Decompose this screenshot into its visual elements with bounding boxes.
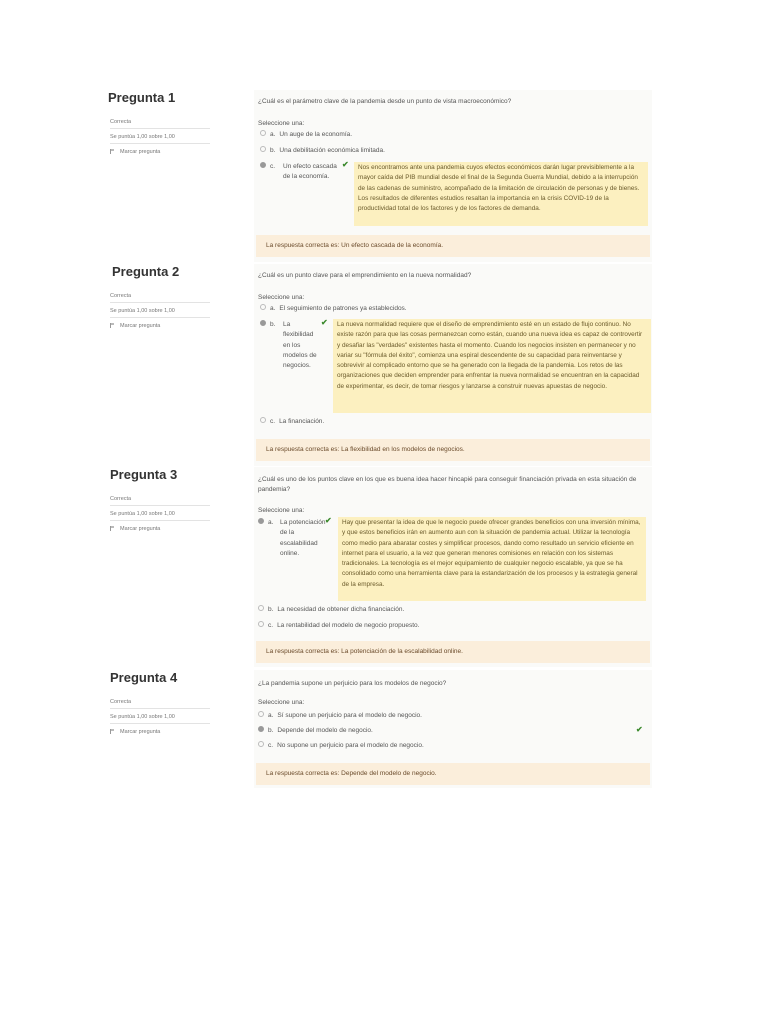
divider: [110, 723, 210, 724]
flag-icon: [110, 149, 115, 154]
question-4: [0, 670, 768, 790]
radio-icon[interactable]: [260, 417, 266, 423]
question-status: Correcta: [110, 293, 132, 299]
divider: [110, 302, 210, 303]
correct-answer: La respuesta correcta es: Depende del modelo de negocio.: [256, 763, 650, 785]
radio-icon[interactable]: [260, 320, 266, 326]
option-c[interactable]: c.: [260, 162, 279, 172]
question-content: [254, 467, 652, 667]
question-title: Pregunta 4: [110, 670, 178, 685]
divider: [110, 317, 210, 318]
select-label: Seleccione una:: [258, 294, 305, 301]
question-status: Correcta: [110, 119, 132, 125]
question-text: ¿Cuál es uno de los puntos clave en los que es buena idea hacer hincapié para conseguir financiación privada en esta situación de pandemia?: [258, 476, 637, 493]
flag-icon: [110, 526, 115, 531]
question-text: ¿La pandemia supone un perjuicio para los modelos de negocio?: [258, 680, 447, 687]
question-1: [0, 90, 768, 260]
feedback-box: La nueva normalidad requiere que el diseño de emprendimiento esté en un estado de flujo continuo. No existe razón para que las cosas permanezcan como están, cuando una nueva idea es capaz de controvertir y desafiar las "verdades" existentes hasta el momento. Cuando los negocios insisten en permanecer y no variar su "fórmula del éxito", comienza una espiral descendente de su capacidad para reinventarse y sobrevivir al complicado entorno que se ha generado con la llegada de la pandemia. Los retos de las organizaciones que deciden emprender para enfrentar la nueva normalidad se encuentran en la capacidad de experimentar, es decir, de tomar riesgos y lanzarse a construir nuevas apuestas de negocio.: [333, 319, 651, 413]
feedback-box: Hay que presentar la idea de que le negocio puede ofrecer grandes beneficios con una inversión mínima, y que estos beneficios irán en aumento aun con la situación de pandemia actual. Utilizar la tecnología como medio para abaratar costes y simplificar procesos, dando como resultado un servicio eficiente en internet para el usuario, a la vez que generan menores comisiones en relación con los sistemas tradicionales. La tecnología es el mejor equipamiento de cualquier negocio escalable, ya que se ha consolidado como una herramienta clave para la estandarización de los procesos y la estrategia general de la empresa.: [338, 517, 646, 601]
radio-icon[interactable]: [258, 711, 264, 717]
option-b[interactable]: b.: [260, 320, 279, 330]
radio-icon[interactable]: [258, 726, 264, 732]
select-label: Seleccione una:: [258, 699, 305, 706]
option-b[interactable]: b. Una debilitación económica limitada.: [260, 146, 385, 156]
flag-label: Marcar pregunta: [120, 729, 161, 735]
question-title: Pregunta 2: [112, 264, 180, 279]
flag-label: Marcar pregunta: [120, 323, 161, 329]
question-2: [0, 264, 768, 464]
check-icon: ✔: [325, 516, 332, 525]
question-score: Se puntúa 1,00 sobre 1,00: [110, 511, 175, 517]
option-a[interactable]: a. Un auge de la economía.: [260, 130, 352, 140]
question-text: ¿Cuál es el parámetro clave de la pandemia desde un punto de vista macroeconómico?: [258, 98, 512, 105]
correct-answer: La respuesta correcta es: Un efecto cascada de la economía.: [256, 235, 650, 257]
question-content: [254, 670, 652, 788]
flag-label: Marcar pregunta: [120, 149, 161, 155]
radio-icon[interactable]: [258, 741, 264, 747]
question-content: [254, 90, 652, 262]
correct-answer: La respuesta correcta es: La potenciación de la escalabilidad online.: [256, 641, 650, 663]
select-label: Seleccione una:: [258, 120, 305, 127]
radio-icon[interactable]: [260, 130, 266, 136]
option-c[interactable]: c. No supone un perjuicio para el modelo de negocio.: [258, 741, 424, 751]
divider: [110, 505, 210, 506]
flag-icon: [110, 729, 115, 734]
question-title: Pregunta 3: [110, 467, 178, 482]
question-status: Correcta: [110, 699, 132, 705]
question-title: Pregunta 1: [108, 90, 176, 105]
flag-label: Marcar pregunta: [120, 526, 161, 532]
correct-answer: La respuesta correcta es: La flexibilidad en los modelos de negocios.: [256, 439, 650, 461]
option-b[interactable]: b. La necesidad de obtener dicha financiación.: [258, 605, 404, 615]
radio-icon[interactable]: [260, 162, 266, 168]
flag-question-link[interactable]: [110, 526, 160, 532]
question-score: Se puntúa 1,00 sobre 1,00: [110, 134, 175, 140]
option-a[interactable]: a. Sí supone un perjuicio para el modelo de negocio.: [258, 711, 422, 721]
question-text: ¿Cuál es un punto clave para el emprendimiento en la nueva normalidad?: [258, 272, 472, 279]
question-status: Correcta: [110, 496, 132, 502]
flag-question-link[interactable]: [110, 729, 160, 735]
flag-question-link[interactable]: [110, 323, 160, 329]
select-label: Seleccione una:: [258, 507, 305, 514]
radio-icon[interactable]: [258, 518, 264, 524]
divider: [110, 143, 210, 144]
divider: [110, 708, 210, 709]
option-a-text: La potenciación de la escalabilidad online.: [280, 519, 326, 557]
check-icon: ✔: [342, 160, 349, 169]
check-icon: ✔: [636, 725, 643, 734]
feedback-box: Nos encontramos ante una pandemia cuyos efectos económicos darán lugar previsiblemente a la mayor caída del PIB mundial desde el final de la Segunda Guerra Mundial, debido a la interrupción de las cadenas de suministro, acompañado de la limitación de circulación de personas y de bienes. Los resultados de diferentes estudios resaltan la importancia en la crisis COVID-19 de la productividad total de los factores y de los factores de demanda.: [354, 162, 648, 226]
divider: [110, 128, 210, 129]
radio-icon[interactable]: [260, 146, 266, 152]
question-score: Se puntúa 1,00 sobre 1,00: [110, 308, 175, 314]
option-b-text: La flexibilidad en los modelos de negocios.: [283, 321, 317, 370]
option-c[interactable]: c. La rentabilidad del modelo de negocio propuesto.: [258, 621, 419, 631]
radio-icon[interactable]: [258, 605, 264, 611]
option-c-text: Un efecto cascada de la economía.: [283, 163, 337, 181]
flag-icon: [110, 323, 115, 328]
option-b[interactable]: b. Depende del modelo de negocio.: [258, 726, 373, 736]
radio-icon[interactable]: [258, 621, 264, 627]
option-a[interactable]: a.: [258, 518, 277, 528]
question-3: [0, 467, 768, 667]
flag-question-link[interactable]: [110, 149, 160, 155]
option-c[interactable]: c. La financiación.: [260, 417, 324, 427]
radio-icon[interactable]: [260, 304, 266, 310]
option-a[interactable]: a. El seguimiento de patrones ya establecidos.: [260, 304, 407, 314]
divider: [110, 520, 210, 521]
question-score: Se puntúa 1,00 sobre 1,00: [110, 714, 175, 720]
check-icon: ✔: [321, 318, 328, 327]
question-content: [254, 264, 652, 466]
